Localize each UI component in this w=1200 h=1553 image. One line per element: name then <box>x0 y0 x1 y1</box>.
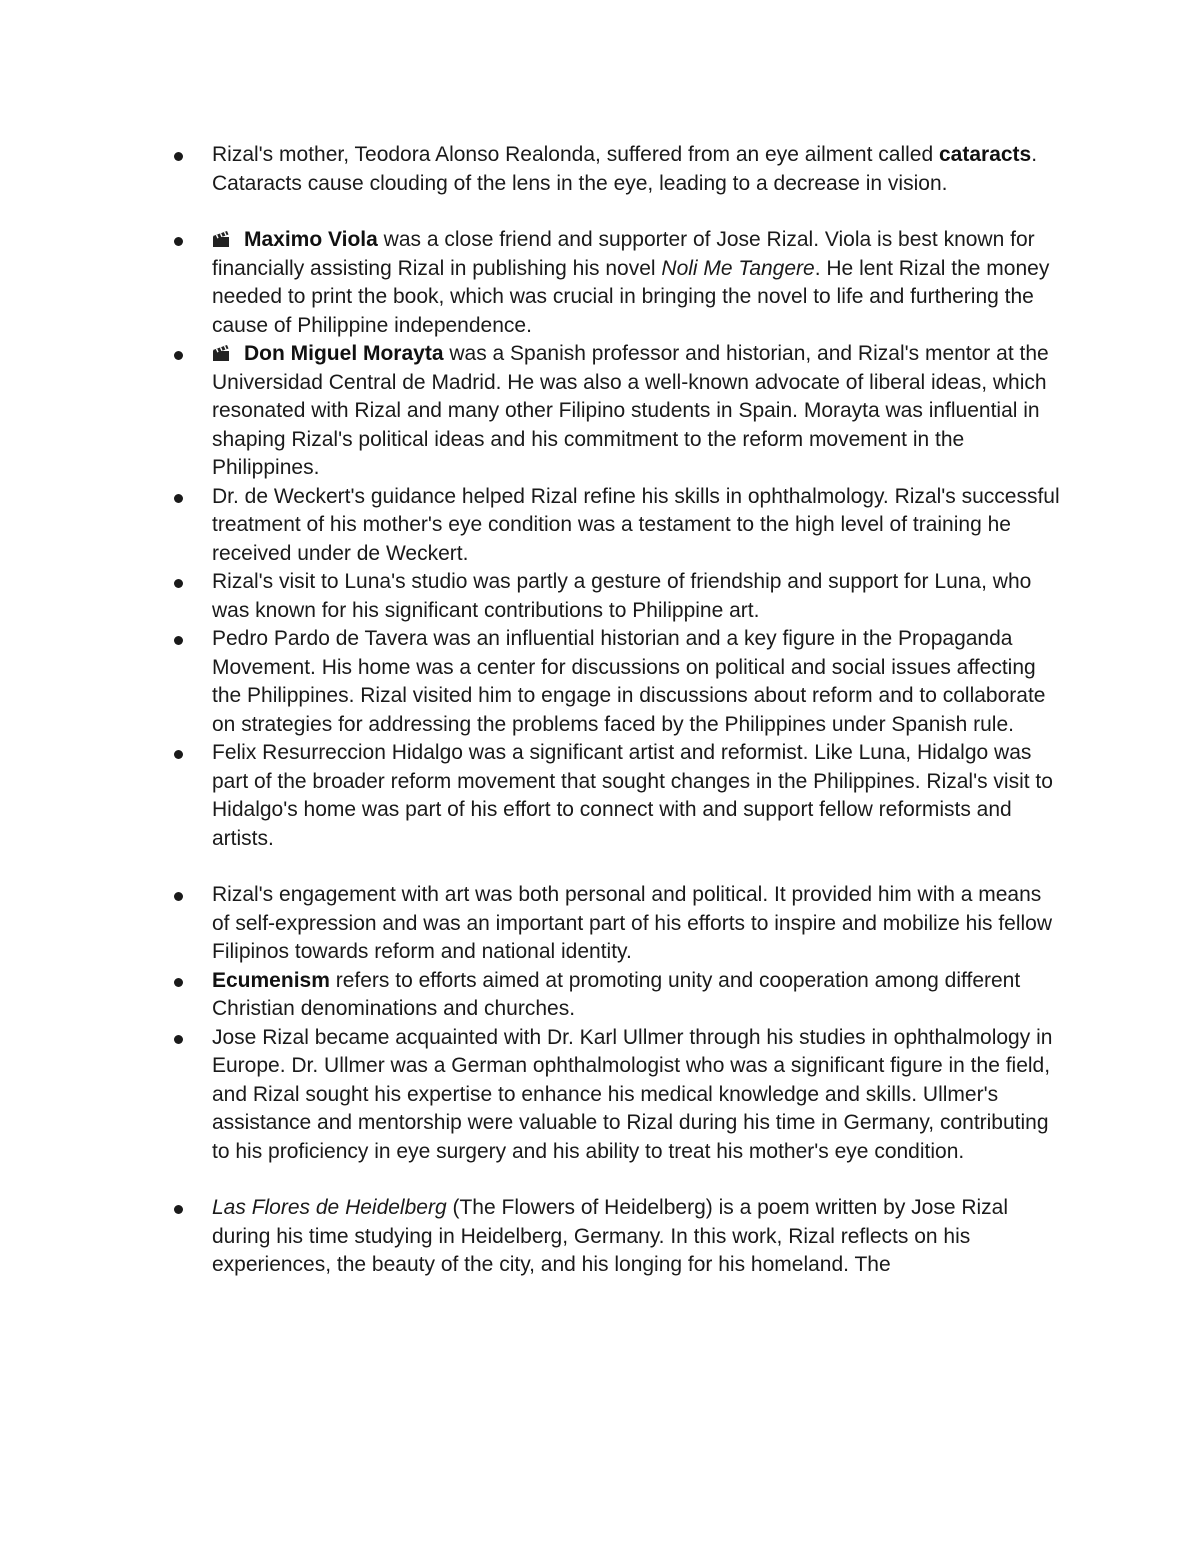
list-item-engagement-with-art <box>212 881 1062 967</box>
list-item-de-weckert <box>212 483 1062 569</box>
item-text: Jose Rizal became acquainted with Dr. Karl Ullmer through his studies in ophthalmology in Europe. Dr. Ullmer was a German ophthalmologist who was a significant figure in the field, and Rizal sought his expertise to enhance his medical knowledge and skills. Ullmer's assistance and mentorship were valuable to Rizal during his time in Germany, contributing to his proficiency in eye surgery and his ability to treat his mother's eye condition. <box>212 1025 1053 1163</box>
bullet-list <box>212 141 1062 1280</box>
item-text: (The Flowers of Heidelberg) is a poem written by Jose Rizal during his time studying in Heidelberg, Germany. In this work, Rizal reflects on his experiences, the beauty of the city, and his longing for his homeland. The <box>212 1196 1009 1276</box>
item-text: Felix Resurreccion Hidalgo was a significant artist and reformist. Like Luna, Hidalgo was part of the broader reform movement that sought changes in the Philippines. Rizal's visit to Hidalgo's home was part of his effort to connect with and support fellow reformists and artists. <box>212 741 1053 850</box>
list-item-miguel-morayta <box>212 340 1062 483</box>
term-ecumenism: Ecumenism <box>212 968 330 992</box>
list-item-maximo-viola <box>212 226 1062 340</box>
item-text: was a Spanish professor and historian, and Rizal's mentor at the Universidad Central de Madrid. He was also a well-known advocate of liberal ideas, which resonated with Rizal and many other Filipino students in Spain. Morayta was influential in shaping Rizal's political ideas and his commitment to the reform movement in the Philippines. <box>212 342 1049 479</box>
item-text: Rizal's visit to Luna's studio was partly a gesture of friendship and support for Luna, who was known for his significant contributions to Philippine art. <box>212 570 1032 622</box>
title-noli-me-tangere: Noli Me Tangere <box>661 256 815 280</box>
name-miguel-morayta: Don Miguel Morayta <box>244 342 444 365</box>
item-text: Rizal's mother, Teodora Alonso Realonda, suffered from an eye ailment called <box>212 143 939 166</box>
list-item-hidalgo <box>212 739 1062 853</box>
clapperboard-icon <box>212 230 231 248</box>
list-item-karl-ullmer <box>212 1024 1062 1167</box>
item-text: refers to efforts aimed at promoting unity and cooperation among different Christian denominations and churches. <box>212 968 1021 1020</box>
item-text: was a close friend and supporter of Jose Rizal. Viola is best known for financially assisting Rizal in publishing his novel <box>212 228 1035 280</box>
item-text: Pedro Pardo de Tavera was an influential historian and a key figure in the Propaganda Movement. His home was a center for discussions on political and social issues affecting the Philippines. Rizal visited him to engage in discussions about reform and to collaborate on strategies for addressing the problems faced by the Philippines under Spanish rule. <box>212 627 1046 736</box>
name-maximo-viola: Maximo Viola <box>244 228 378 251</box>
item-text: . He lent Rizal the money needed to print the book, which was crucial in bringing the novel to life and furthering the cause of Philippine independence. <box>212 256 1050 337</box>
list-item-las-flores <box>212 1194 1062 1280</box>
term-cataracts: cataracts <box>938 143 1032 166</box>
item-text: Rizal's engagement with art was both personal and political. It provided him with a means of self-expression and was an important part of his efforts to inspire and mobilize his fellow Filipinos towards reform and national identity. <box>212 883 1053 963</box>
list-item-ecumenism <box>212 967 1062 1024</box>
list-item-luna-studio <box>212 568 1062 625</box>
item-text: . Cataracts cause clouding of the lens in the eye, leading to a decrease in vision. <box>212 143 1038 195</box>
title-las-flores-de-heidelberg: Las Flores de Heidelberg <box>212 1196 447 1219</box>
list-item-pardo-de-tavera <box>212 625 1062 739</box>
clapperboard-icon <box>212 344 231 362</box>
item-text: Dr. de Weckert's guidance helped Rizal refine his skills in ophthalmology. Rizal's successful treatment of his mother's eye condition was a testament to the high level of training he received under de Weckert. <box>212 484 1060 565</box>
list-item-cataracts <box>212 141 1062 198</box>
